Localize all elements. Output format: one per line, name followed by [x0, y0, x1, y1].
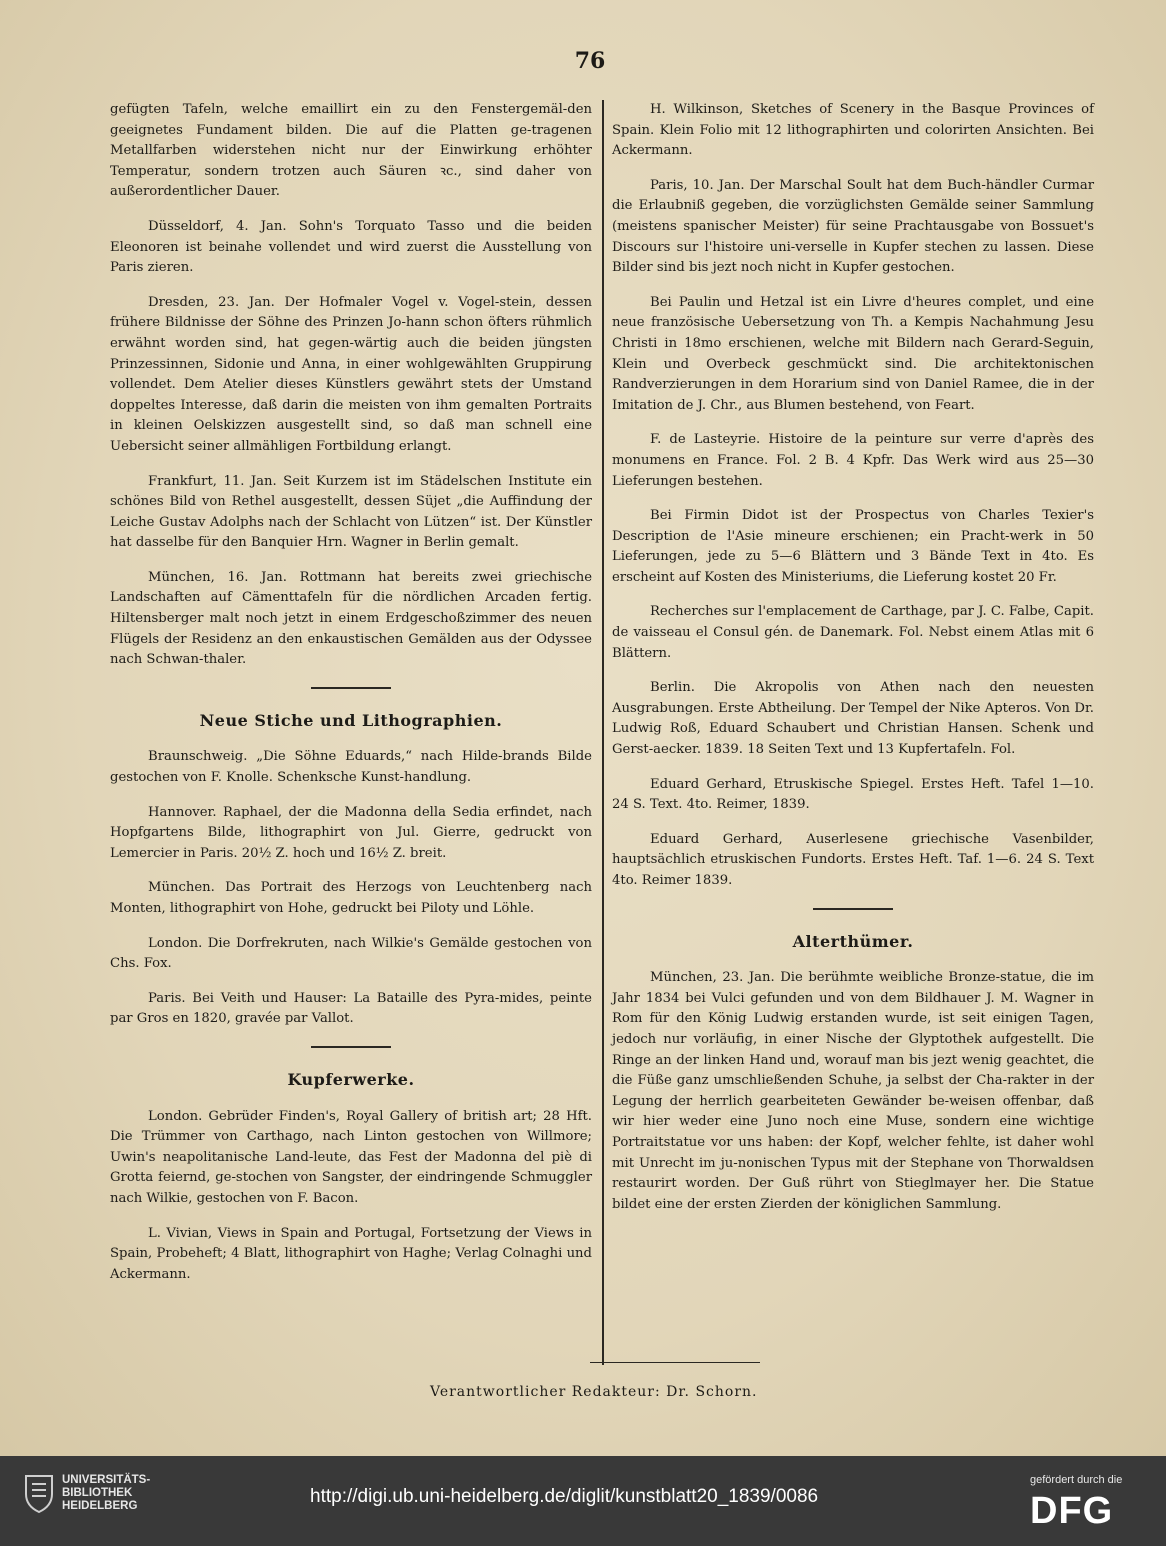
section-rule: [813, 908, 893, 910]
permalink-url[interactable]: http://digi.ub.uni-heidelberg.de/diglit/kunstblatt20_1839/0086: [310, 1486, 819, 1507]
university-library-logo[interactable]: [22, 1470, 192, 1530]
column-divider: [602, 100, 604, 1365]
library-line: BIBLIOTHEK: [62, 1487, 133, 1499]
footer-rule: [590, 1362, 760, 1363]
article-paragraph: Düsseldorf, 4. Jan. Sohn's Torquato Tasso und die beiden Eleonoren ist beinahe vollendet und wird zuerst die Ausstellung von Paris zieren.: [110, 218, 592, 276]
article-paragraph: München, 16. Jan. Rottmann hat bereits zwei griechische Landschaften auf Cämenttafeln für die nördlichen Arcaden fertig. Hiltensberger malt noch jetzt in einem Erdgeschoßzimmer des neuen Flügels der Residenz an den enkaustischen Gemälden aus der Odyssee nach Schwan-thaler.: [110, 569, 592, 668]
listing-paragraph: Recherches sur l'emplacement de Carthage, par J. C. Falbe, Capit. de vaisseau el Consul gén. de Danemark. Fol. Nebst einem Atlas mit 6 Blättern.: [612, 604, 1094, 661]
listing-paragraph: Bei Firmin Didot ist der Prospectus von Charles Texier's Description de l'Asie mineure erschienen; ein Pracht-werk in 50 Lieferungen, jede zu 5—6 Blättern und 3 Bände Text in 4to. Es erscheint auf Kosten des Ministeriums, die Lieferung kostet 20 Fr.: [612, 508, 1094, 585]
library-line: HEIDELBERG: [62, 1500, 138, 1512]
listing-paragraph: Berlin. Die Akropolis von Athen nach den neuesten Ausgrabungen. Erste Abtheilung. Der Tempel der Nike Apteros. Von Dr. Ludwig Roß, Eduard Schaubert und Christian Hansen. Schenk und Gerst-aecker. 1839. 18 Seiten Text und 13 Kupfertafeln. Fol.: [612, 680, 1094, 758]
article-paragraph: gefügten Tafeln, welche emaillirt ein zu den Fenstergemäl-den geeignetes Fundament bilden. Die auf die Platten ge-tragenen Metallfarben widerstehen nicht nur der Einwirkung erhöhter Temperatur, sondern trotzen auch Säuren ꝛc., sind daher von außerordentlicher Dauer.: [110, 102, 592, 200]
dfg-logo[interactable]: DFG: [1030, 1490, 1114, 1532]
right-column: [612, 100, 1094, 1229]
section-heading-antiquities: Alterthümer.: [792, 931, 914, 951]
listing-paragraph: Bei Paulin und Hetzal ist ein Livre d'heures complet, und eine neue französische Uebersetzung von Th. a Kempis Nachahmung Jesu Christi in 18mo erschienen, welche mit Bildern nach Gerard-Seguin, Klein und Overbeck geschmückt sind. Die architektonischen Randverzierungen in dem Horarium sind von Daniel Ramee, die in der Imitation de J. Chr., aus Blumen bestehend, von Feart.: [612, 294, 1094, 413]
listing-paragraph: Paris. Bei Veith und Hauser: La Bataille des Pyra-mides, peinte par Gros en 1820, gravée par Vallot.: [110, 990, 592, 1027]
section-heading-engravings: Neue Stiche und Lithographien.: [199, 710, 503, 730]
listing-paragraph: Braunschweig. „Die Söhne Eduards,“ nach Hilde-brands Bilde gestochen von F. Knolle. Schenksche Kunst-handlung.: [110, 749, 592, 786]
article-paragraph: Frankfurt, 11. Jan. Seit Kurzem ist im Städelschen Institute ein schönes Bild von Rethel ausgestellt, dessen Süjet „die Auffindung der Leiche Gustav Adolphs nach der Schlacht von Lützen“ ist. Der Künstler hat dasselbe für den Banquier Hrn. Wagner in Berlin gemalt.: [110, 473, 592, 551]
listing-paragraph: Eduard Gerhard, Auserlesene griechische Vasenbilder, hauptsächlich etruskischen Fundorts. Erstes Heft. Taf. 1—6. 24 S. Text 4to. Reimer 1839.: [612, 831, 1094, 888]
listing-paragraph: L. Vivian, Views in Spain and Portugal, Fortsetzung der Views in Spain, Probeheft; 4 Blatt, lithographirt von Haghe; Verlag Colnaghi und Ackermann.: [110, 1225, 592, 1282]
library-name: [62, 1474, 150, 1513]
listing-paragraph: Hannover. Raphael, der die Madonna della Sedia erfindet, nach Hopfgartens Bilde, lithographirt von Jul. Gierre, gedruckt von Lemercier in Paris. 20½ Z. hoch und 16½ Z. breit.: [110, 804, 592, 861]
editor-footer: Verantwortlicher Redakteur: Dr. Schorn.: [430, 1384, 758, 1400]
section-heading-copper: Kupferwerke.: [287, 1069, 415, 1089]
library-line: UNIVERSITÄTS-: [62, 1474, 151, 1486]
listing-paragraph: London. Die Dorfrekruten, nach Wilkie's Gemälde gestochen von Chs. Fox.: [110, 935, 592, 972]
listing-paragraph: London. Gebrüder Finden's, Royal Gallery of british art; 28 Hft. Die Trümmer von Carthago, nach Linton gestochen von Willmore; Uwin's neapolitanische Land-leute, das Fest der Madonna del piè di Grotta feiernd, ge-stochen von Sangster, der eindringende Schmuggler nach Wilkie, gestochen von F. Bacon.: [110, 1108, 592, 1206]
funding-note: gefördert durch die: [1030, 1474, 1123, 1486]
listing-paragraph: F. de Lasteyrie. Histoire de la peinture sur verre d'après des monumens en France. Fol. 2 B. 4 Kpfr. Das Werk wird aus 25—30 Lieferungen bestehen.: [612, 432, 1094, 489]
page-number: 76: [574, 48, 606, 74]
left-column: [110, 100, 592, 1299]
listing-paragraph: Eduard Gerhard, Etruskische Spiegel. Erstes Heft. Tafel 1—10. 24 S. Text. 4to. Reimer, 1839.: [612, 776, 1094, 813]
article-paragraph: Dresden, 23. Jan. Der Hofmaler Vogel v. Vogel-stein, dessen frühere Bildnisse der Söhne des Prinzen Jo-hann schon öfters rühmlich erwähnt worden sind, hat gegen-wärtig auch die beiden jüngsten Prinzessinnen, Sidonie und Anna, in einer wohlgewählten Gruppirung vollendet. Dem Atelier dieses Künstlers gewährt stets der Umstand doppeltes Interesse, daß darin die meisten von ihm gemalten Portraits in kleinen Oelskizzen ausgestellt sind, so daß man schnell eine Uebersicht seiner allmähligen Fortbildung erlangt.: [110, 294, 592, 454]
listing-paragraph: Paris, 10. Jan. Der Marschal Soult hat dem Buch-händler Curmar die Erlaubniß gegeben, die vorzüglichsten Gemälde seiner Sammlung (meistens spanischer Meister) für seine Prachtausgabe von Bossuet's Discours sur l'histoire uni-verselle in Kupfer stechen zu lassen. Diese Bilder sind bis jezt noch nicht in Kupfer gestochen.: [612, 177, 1094, 276]
listing-paragraph: H. Wilkinson, Sketches of Scenery in the Basque Provinces of Spain. Klein Folio mit 12 lithographirten und colorirten Ansichten. Bei Ackermann.: [612, 102, 1094, 159]
section-rule: [311, 1046, 391, 1048]
section-rule: [311, 687, 391, 689]
listing-paragraph: München. Das Portrait des Herzogs von Leuchtenberg nach Monten, lithographirt von Hohe, gedruckt bei Piloty und Löhle.: [110, 880, 592, 916]
library-emblem-icon: [22, 1470, 56, 1514]
article-paragraph: München, 23. Jan. Die berühmte weibliche Bronze-statue, die im Jahr 1834 bei Vulci gefunden und von dem Bildhauer J. M. Wagner in Rom für den König Ludwig erstanden wurde, ist seit einigen Tagen, jedoch nur vorläufig, in einer Nische der Glyptothek aufgestellt. Die Ringe an der linken Hand und, worauf man bis jezt wenig geachtet, die die Füße ganz umschließenden Schuhe, ja selbst der Cha-rakter in der Legung der herrlich gearbeiteten Gewänder be-weisen offenbar, daß wir hier weder eine Juno noch eine Muse, sondern eine wichtige Portraitstatue vor uns haben: der Kopf, welcher fehlte, ist daher wohl mit Unrecht im ju-nonischen Typus mit der Stephane von Thorwaldsen restaurirt worden. Der Guß rührt von Stieglmayer her. Die Statue bildet eine der ersten Zierden der königlichen Sammlung.: [612, 970, 1094, 1212]
